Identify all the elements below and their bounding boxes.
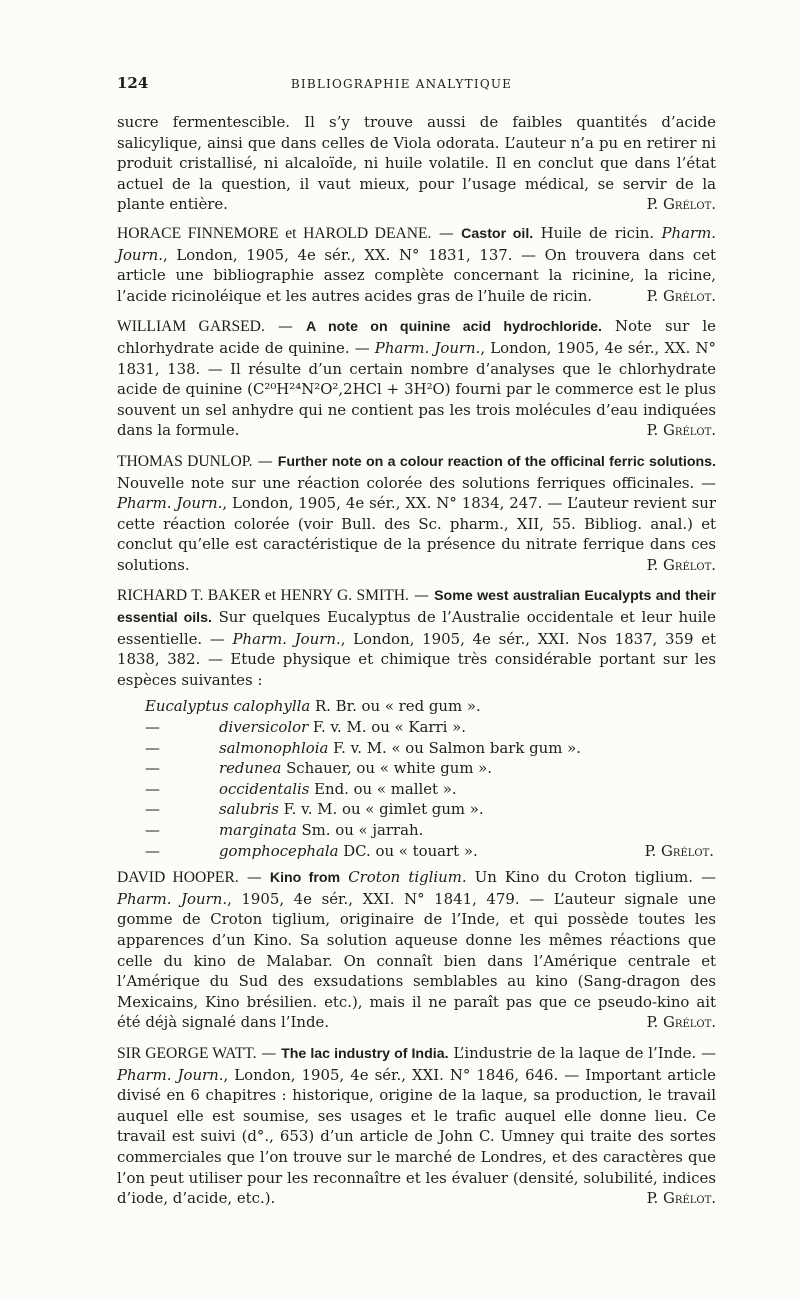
- article-body: Nouvelle note sur une réaction colorée des solutions ferriques officinales. —: [117, 473, 716, 492]
- article-author: RICHARD T. BAKER et HENRY G. SMITH.: [117, 587, 409, 605]
- species-name: redunea: [219, 759, 282, 778]
- species-item: — gomphocephala DC. ou « touart ». P. Grélot.: [145, 841, 714, 860]
- article-signature: P. Grélot.: [646, 1189, 716, 1208]
- species-name: gomphocephala: [219, 841, 339, 860]
- article-title: Some west australian Eucalypts and their essential oils.: [117, 588, 716, 627]
- article-signature: P. Grélot.: [646, 195, 716, 214]
- article-body: , London, 1905, 4e sér., XX. N° 1834, 247. — L’auteur revient sur cette réaction colorée (voir Bull. des Sc. pharm., XII, 55. Bibliog. anal.) et conclut qu’elle est caractéristique de la présence du nitrate ferrique dans ces solutions.: [117, 494, 716, 574]
- article-body: , London, 1905, 4e sér., XXI. Nos 1837, 359 et 1838, 382. — Etude physique et chimique très considérable portant sur les espèces suivantes :: [117, 629, 716, 689]
- journal-name: Pharm. Journ.: [117, 223, 716, 264]
- journal-name: Pharm. Journ.: [117, 1065, 224, 1084]
- article-entry: [117, 223, 716, 306]
- article-dash: —: [238, 868, 270, 887]
- page-header: [117, 74, 716, 98]
- species-name: marginata: [219, 821, 297, 839]
- article-dash: —: [256, 1043, 282, 1062]
- journal-name: Pharm. Journ.: [117, 889, 228, 908]
- article-dash: —: [431, 223, 462, 242]
- species-name: diversicolor: [219, 718, 309, 737]
- article-author: HORACE FINNEMORE et HAROLD DEANE.: [117, 224, 432, 242]
- article-dash: —: [252, 451, 278, 470]
- article-continuation: [117, 112, 716, 215]
- species-item: — marginata Sm. ou « jarrah.: [145, 821, 424, 839]
- article-body: Un Kino du Croton tiglium. —: [466, 868, 716, 887]
- species-item: — diversicolor F. v. M. ou « Karri ».: [145, 718, 466, 737]
- journal-name: Pharm. Journ.: [117, 494, 223, 513]
- article-dash: —: [408, 586, 435, 605]
- article-body: , London, 1905, 4e sér., XX. N° 1831, 137. — On trouvera dans cet article une bibliographie assez complète concernant la ricinine, la ricine, l’acide ricinoléique et les autres acides gras de l’huile de ricin.: [117, 245, 716, 305]
- species-item: — salmonophloia F. v. M. « ou Salmon bark gum ».: [145, 738, 581, 757]
- journal-name: Pharm. Journ.: [232, 629, 341, 648]
- article-body: Sur quelques Eucalyptus de l’Australie occidentale et leur huile essentielle. —: [117, 608, 716, 648]
- species-list: [117, 696, 716, 861]
- article-signature: P. Grélot.: [646, 1013, 716, 1032]
- article-entry: [117, 316, 716, 441]
- article-entry: [117, 1043, 716, 1209]
- species-item: Eucalyptus calophylla R. Br. ou « red gum ».: [145, 697, 481, 716]
- article-author: THOMAS DUNLOP.: [117, 452, 253, 470]
- page-number: 124: [117, 74, 149, 92]
- article-entry: [117, 585, 716, 690]
- article-signature: P. Grélot.: [644, 841, 714, 860]
- article-title: Castor oil.: [461, 225, 534, 242]
- article-title: A note on quinine acid hydrochloride.: [305, 319, 602, 336]
- article-signature: P. Grélot.: [646, 286, 716, 305]
- species-item: — occidentalis End. ou « mallet ».: [145, 779, 457, 798]
- article-body: , London, 1905, 4e sér., XX. N° 1831, 138. — Il résulte d’un certain nombre d’analyses que le chlorhydrate acide de quinine (C²⁰H²⁴N²O²,2HCl + 3H²O) fourni par le commerce est le plus souvent un sel anhydre qui ne contient pas les trois molécules d’eau indiquées dans la formule.: [117, 338, 716, 440]
- article-signature: P. Grélot.: [646, 555, 716, 574]
- article-entry: [117, 451, 716, 576]
- article-body: L’industrie de la laque de l’Inde. —: [448, 1043, 716, 1062]
- article-body: Huile de ricin.: [533, 223, 662, 242]
- article-body: , 1905, 4e sér., XXI. N° 1841, 479. — L’auteur signale une gomme de Croton tiglium, originaire de l’Inde, et qui possède toutes les apparences d’un Kino. Sa solution aqueuse donne les mêmes réactions que celle du kino de Malabar. On connaît bien dans l’Amérique centrale et l’Amérique du Sud des exsudations semblables au kino (Sang-dragon des Mexicains, Kino brésilien. etc.), mais il ne paraît pas que ce pseudo-kino ait été déjà signalé dans l’Inde.: [117, 889, 716, 1032]
- species-name: calophylla: [233, 697, 311, 716]
- article-title-italic: Croton tiglium.: [340, 868, 467, 887]
- article-entry: [117, 867, 716, 1033]
- article-dash: —: [264, 317, 306, 336]
- article-title: Further note on a colour reaction of the officinal ferric solutions.: [277, 453, 716, 470]
- species-name: occidentalis: [219, 779, 310, 798]
- article-title: Kino from: [269, 870, 341, 887]
- article-author: SIR GEORGE WATT.: [117, 1044, 257, 1062]
- article-signature: P. Grélot.: [646, 421, 716, 440]
- species-name: salmonophloia: [219, 738, 329, 757]
- journal-name: Pharm. Journ.: [374, 338, 481, 357]
- species-item: — redunea Schauer, ou « white gum ».: [145, 759, 493, 778]
- article-author: WILLIAM GARSED.: [117, 318, 265, 336]
- species-name: salubris: [219, 800, 279, 819]
- article-body: , London, 1905, 4e sér., XXI. N° 1846, 646. — Important article divisé en 6 chapitres : historique, origine de la laque, sa production, le travail auquel elle est soumise, ses usages et le trafic auquel elle donne lieu. Ce travail est suivi (d°., 653) d’un article de John C. Umney qui traite des sortes commerciales que l’on trouve sur le marché de Londres, et des caractères que l’on peut utiliser pour les reconnaître et les évaluer (densité, solubilité, indices d’iode, d’acide, etc.).: [117, 1065, 716, 1208]
- running-title: BIBLIOGRAPHIE ANALYTIQUE: [290, 77, 513, 91]
- article-title: The lac industry of India.: [281, 1045, 449, 1062]
- article-body: Note sur le chlorhydrate acide de quinine. —: [117, 317, 716, 357]
- species-item: — salubris F. v. M. ou « gimlet gum ».: [145, 800, 484, 819]
- article-body: sucre fermentescible. Il s’y trouve aussi de faibles quantités d’acide salicylique, ainsi que dans celles de Viola odorata. L’auteur n’a pu en retirer ni produit cristallisé, ni alcaloïde, ni huile volatile. Il en conclut que dans l’état actuel de la question, il vaut mieux, pour l’usage médical, se servir de la plante entière.: [117, 113, 716, 214]
- article-author: DAVID HOOPER.: [117, 869, 239, 887]
